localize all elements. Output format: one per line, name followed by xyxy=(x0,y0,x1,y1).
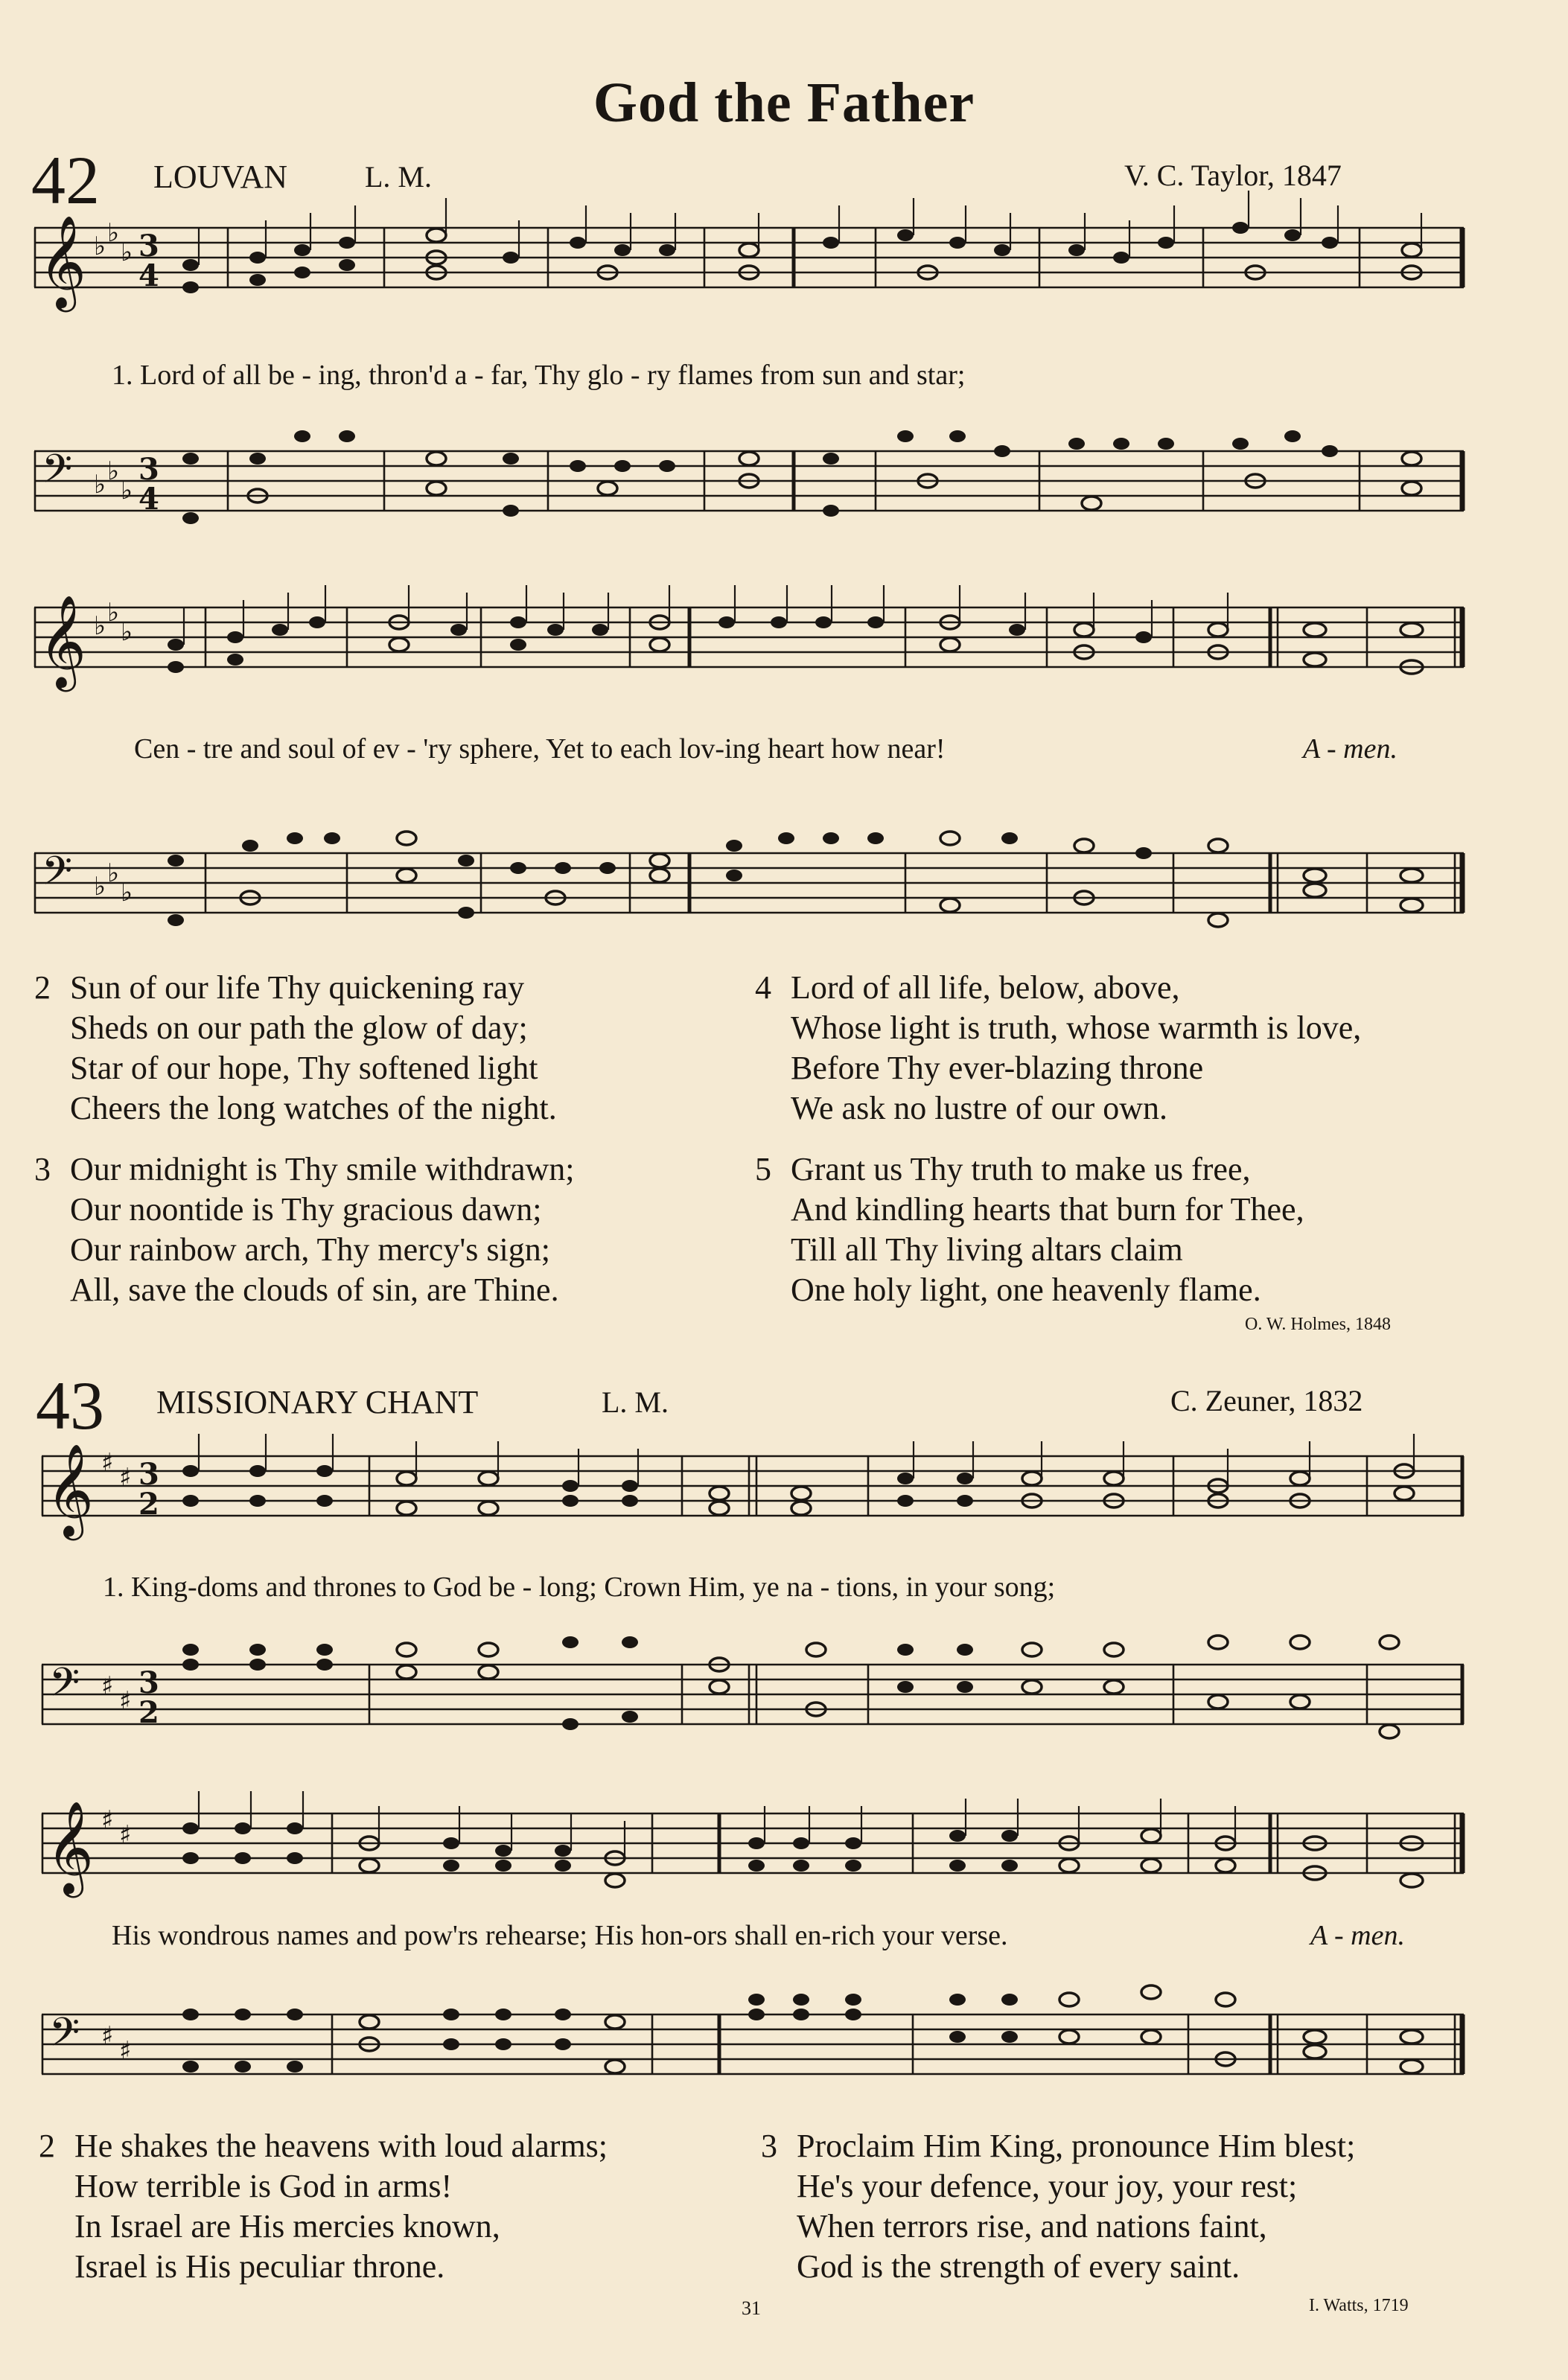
svg-text:♭: ♭ xyxy=(94,872,106,902)
verse-line: In Israel are His mercies known, xyxy=(74,2208,500,2245)
svg-text:♯: ♯ xyxy=(119,1463,132,1493)
hymn-42-verse-3 xyxy=(34,1149,734,1310)
verse-number: 2 xyxy=(34,969,51,1006)
hymn-42-system-1-bass-staff xyxy=(34,444,1464,526)
verse-line: He's your defence, your joy, your rest; xyxy=(797,2168,1298,2204)
verse-line: Our midnight is Thy smile withdrawn; xyxy=(70,1151,575,1187)
verse-line: Before Thy ever-blazing throne xyxy=(791,1050,1204,1086)
hymn-43-system-1-bass-staff xyxy=(42,1657,1464,1739)
svg-text:𝄢: 𝄢 xyxy=(42,849,73,904)
svg-text:♭: ♭ xyxy=(94,232,106,261)
hymn-42-composer: V. C. Taylor, 1847 xyxy=(1124,159,1342,192)
svg-text:♯: ♯ xyxy=(119,2036,132,2066)
svg-text:4: 4 xyxy=(138,258,159,293)
svg-text:♭: ♭ xyxy=(107,598,120,628)
page-title: God the Father xyxy=(593,71,975,134)
hymn-42-verse-5 xyxy=(755,1149,1544,1310)
hymn-42-system-2-treble-staff xyxy=(34,595,1464,688)
verse-number: 3 xyxy=(761,2128,777,2164)
svg-text:3: 3 xyxy=(138,452,159,487)
verse-line: Lord of all life, below, above, xyxy=(791,969,1180,1006)
hymn-43-amen: A - men. xyxy=(1310,1920,1405,1951)
verse-number: 2 xyxy=(39,2128,55,2164)
svg-text:2: 2 xyxy=(138,1695,159,1730)
svg-text:♭: ♭ xyxy=(107,456,120,486)
hymn-43-number: 43 xyxy=(36,1368,104,1443)
verse-line: Our noontide is Thy gracious dawn; xyxy=(70,1191,542,1228)
hymn-42-meter: L. M. xyxy=(365,160,432,194)
hymn-43-system-2-treble-staff xyxy=(42,1801,1464,1894)
svg-text:♯: ♯ xyxy=(119,1820,132,1850)
hymn-43-system-1-treble-staff xyxy=(42,1443,1464,1537)
verse-number: 3 xyxy=(34,1151,51,1187)
svg-text:𝄞: 𝄞 xyxy=(39,595,86,688)
hymn-43-meter: L. M. xyxy=(602,1385,669,1419)
svg-text:♭: ♭ xyxy=(121,617,133,647)
hymn-42-number: 42 xyxy=(31,142,100,218)
verse-line: And kindling hearts that burn for Thee, xyxy=(791,1191,1304,1228)
svg-text:3: 3 xyxy=(138,1457,159,1492)
svg-text:𝄢: 𝄢 xyxy=(42,447,73,502)
svg-text:♭: ♭ xyxy=(94,470,106,500)
verse-line: We ask no lustre of our own. xyxy=(791,1090,1168,1126)
svg-text:♭: ♭ xyxy=(107,218,120,248)
svg-text:♯: ♯ xyxy=(101,1805,114,1835)
verse-line: Sun of our life Thy quickening ray xyxy=(70,969,525,1006)
verse-line: How terrible is God in arms! xyxy=(74,2168,453,2204)
svg-text:𝄞: 𝄞 xyxy=(46,1443,94,1537)
verse-line: Till all Thy living altars claim xyxy=(791,1231,1183,1268)
svg-text:3: 3 xyxy=(138,229,159,264)
svg-text:♯: ♯ xyxy=(101,1448,114,1478)
svg-text:♭: ♭ xyxy=(121,878,133,907)
hymn-43-author-credit: I. Watts, 1719 xyxy=(1309,2296,1409,2315)
hymn-42-system-2-bass-staff xyxy=(34,846,1464,928)
hymn-42-lyric-line-2: Cen - tre and soul of ev - 'ry sphere, Yet to each lov-ing heart how near! xyxy=(134,733,946,765)
verse-line: He shakes the heavens with loud alarms; xyxy=(74,2128,608,2164)
hymn-42-tune-name: LOUVAN xyxy=(153,159,288,195)
verse-line: Sheds on our path the glow of day; xyxy=(70,1009,528,1046)
verse-line: When terrors rise, and nations faint, xyxy=(797,2208,1267,2245)
hymn-42-system-1-treble-staff xyxy=(34,215,1464,308)
verse-number: 5 xyxy=(755,1151,771,1187)
svg-text:♭: ♭ xyxy=(121,237,133,267)
hymn-43-system-2-bass-staff xyxy=(42,2007,1464,2089)
hymn-42-lyric-line-1: 1. Lord of all be - ing, thron'd a - far, Thy glo - ry flames from sun and star; xyxy=(112,360,966,391)
hymn-42-author-credit: O. W. Holmes, 1848 xyxy=(1245,1315,1392,1334)
hymn-42-verse-2 xyxy=(34,968,734,1129)
svg-text:𝄢: 𝄢 xyxy=(49,2010,80,2065)
svg-text:𝄞: 𝄞 xyxy=(39,215,86,308)
hymn-42-amen: A - men. xyxy=(1303,733,1398,765)
hymn-43-verse-3 xyxy=(761,2126,1550,2287)
verse-line: Our rainbow arch, Thy mercy's sign; xyxy=(70,1231,550,1268)
verse-line: Cheers the long watches of the night. xyxy=(70,1090,557,1126)
verse-line: Israel is His peculiar throne. xyxy=(74,2248,445,2285)
hymn-43-lyric-line-2: His wondrous names and pow'rs rehearse; His hon-ors shall en-rich your verse. xyxy=(112,1920,1008,1951)
svg-text:𝄞: 𝄞 xyxy=(46,1801,94,1894)
verse-line: Star of our hope, Thy softened light xyxy=(70,1050,538,1086)
hymn-43-tune-name: MISSIONARY CHANT xyxy=(156,1384,479,1420)
verse-line: God is the strength of every saint. xyxy=(797,2248,1240,2285)
svg-text:♭: ♭ xyxy=(107,858,120,888)
verse-line: Grant us Thy truth to make us free, xyxy=(791,1151,1251,1187)
verse-line: Whose light is truth, whose warmth is love, xyxy=(791,1009,1362,1046)
verse-line: All, save the clouds of sin, are Thine. xyxy=(70,1272,559,1308)
hymn-43-composer: C. Zeuner, 1832 xyxy=(1170,1384,1363,1417)
hymn-43-lyric-line-1: 1. King-doms and thrones to God be - long; Crown Him, ye na - tions, in your song; xyxy=(103,1572,1056,1603)
svg-text:2: 2 xyxy=(138,1487,159,1522)
svg-text:♭: ♭ xyxy=(121,476,133,505)
svg-text:3: 3 xyxy=(138,1665,159,1700)
svg-text:♭: ♭ xyxy=(94,611,106,641)
svg-text:♯: ♯ xyxy=(101,1671,114,1701)
verse-line: One holy light, one heavenly flame. xyxy=(791,1272,1261,1308)
page-number: 31 xyxy=(742,2297,761,2319)
hymn-42-verse-4 xyxy=(755,968,1544,1129)
hymn-43-verse-2 xyxy=(39,2126,753,2287)
svg-text:4: 4 xyxy=(138,482,159,517)
verse-number: 4 xyxy=(755,969,771,1006)
svg-text:♯: ♯ xyxy=(119,1686,132,1716)
verse-line: Proclaim Him King, pronounce Him blest; xyxy=(797,2128,1356,2164)
svg-text:𝄢: 𝄢 xyxy=(49,1660,80,1715)
svg-text:♯: ♯ xyxy=(101,2021,114,2051)
